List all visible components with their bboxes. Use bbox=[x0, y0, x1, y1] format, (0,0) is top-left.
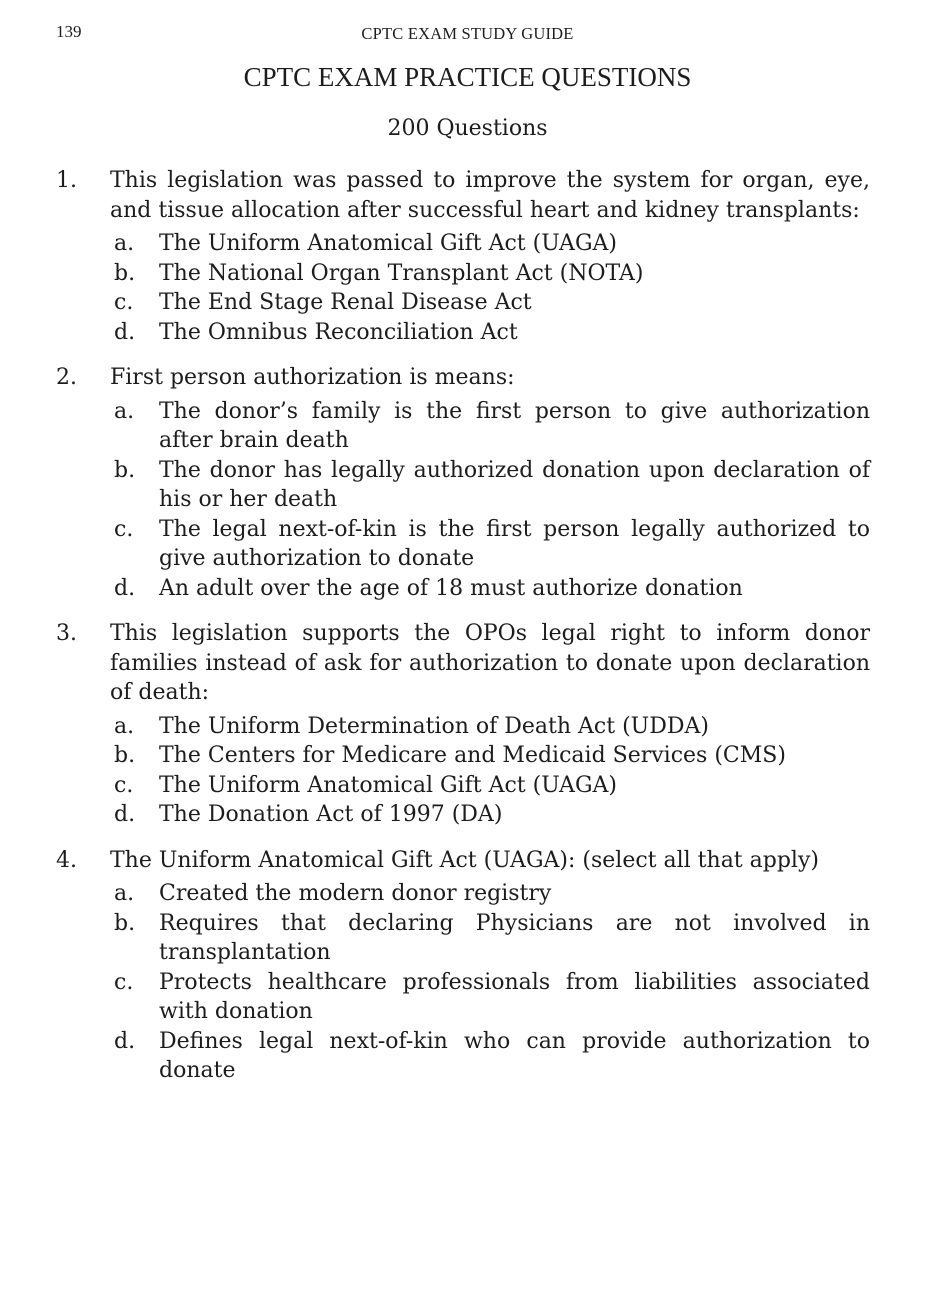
option-letter: d. bbox=[114, 1028, 136, 1054]
option-d bbox=[110, 574, 870, 604]
option-text: The Uniform Anatomical Gift Act (UAGA) bbox=[159, 772, 617, 798]
question-text: This legislation was passed to improve the system for organ, eye, and tissue allocation after successful heart and kidney transplants: bbox=[110, 168, 870, 223]
option-c bbox=[110, 771, 870, 801]
question-number: 2. bbox=[56, 365, 77, 390]
option-letter: a. bbox=[114, 231, 135, 256]
option-letter: b. bbox=[114, 457, 136, 483]
option-letter: b. bbox=[114, 743, 136, 768]
option-letter: a. bbox=[114, 398, 135, 424]
option-c bbox=[110, 968, 870, 1027]
option-text: The End Stage Renal Disease Act bbox=[159, 290, 532, 315]
option-letter: c. bbox=[114, 772, 134, 798]
question-number: 3. bbox=[56, 621, 77, 646]
option-letter: a. bbox=[114, 881, 135, 906]
option-d bbox=[110, 800, 870, 830]
option-letter: d. bbox=[114, 319, 136, 345]
option-text: Protects healthcare professionals from liabilities associated with donation bbox=[159, 969, 870, 1024]
option-list bbox=[110, 879, 870, 1086]
option-text: The legal next-of-kin is the first person legally authorized to give authorization to donate bbox=[159, 516, 870, 571]
option-d bbox=[110, 318, 870, 348]
question-list bbox=[56, 166, 870, 1102]
option-a bbox=[110, 879, 870, 909]
option-letter: c. bbox=[114, 969, 134, 995]
page-title: CPTC EXAM PRACTICE QUESTIONS bbox=[243, 62, 692, 92]
option-b bbox=[110, 456, 870, 515]
option-c bbox=[110, 515, 870, 574]
option-list bbox=[110, 712, 870, 830]
question-4 bbox=[56, 846, 870, 1086]
option-text: The Omnibus Reconciliation Act bbox=[159, 319, 518, 345]
option-text: The Donation Act of 1997 (DA) bbox=[159, 802, 503, 827]
question-text: First person authorization is means: bbox=[110, 365, 515, 390]
option-letter: a. bbox=[114, 713, 135, 739]
running-header: CPTC EXAM STUDY GUIDE bbox=[361, 24, 574, 43]
page-subtitle: 200 Questions bbox=[387, 116, 548, 141]
option-text: An adult over the age of 18 must authorize donation bbox=[159, 575, 743, 601]
option-letter: d. bbox=[114, 802, 136, 827]
option-list bbox=[110, 397, 870, 604]
option-letter: c. bbox=[114, 290, 134, 315]
question-text: This legislation supports the OPOs legal right to inform donor families instead of ask for authorization to donate upon declaration of death: bbox=[110, 621, 870, 705]
option-letter: c. bbox=[114, 516, 134, 542]
option-text: Requires that declaring Physicians are not involved in transplantation bbox=[159, 910, 870, 965]
option-letter: d. bbox=[114, 575, 136, 601]
question-3 bbox=[56, 619, 870, 830]
question-number: 1. bbox=[56, 168, 77, 193]
option-text: The Uniform Anatomical Gift Act (UAGA) bbox=[159, 231, 617, 256]
option-b bbox=[110, 909, 870, 968]
option-b bbox=[110, 259, 870, 289]
option-text: Defines legal next-of-kin who can provide authorization to donate bbox=[159, 1028, 870, 1083]
option-a bbox=[110, 712, 870, 742]
option-text: Created the modern donor registry bbox=[159, 881, 552, 906]
option-c bbox=[110, 288, 870, 318]
option-a bbox=[110, 397, 870, 456]
option-b bbox=[110, 741, 870, 771]
option-d bbox=[110, 1027, 870, 1086]
option-text: The donor’s family is the first person to give authorization after brain death bbox=[159, 398, 870, 453]
option-text: The National Organ Transplant Act (NOTA) bbox=[159, 260, 644, 286]
question-text: The Uniform Anatomical Gift Act (UAGA): (select all that apply) bbox=[110, 847, 819, 873]
option-text: The Centers for Medicare and Medicaid Services (CMS) bbox=[159, 743, 786, 768]
question-number: 4. bbox=[56, 847, 77, 873]
option-text: The donor has legally authorized donation upon declaration of his or her death bbox=[159, 457, 870, 512]
option-list bbox=[110, 229, 870, 347]
page-number: 139 bbox=[56, 22, 82, 41]
option-text: The Uniform Determination of Death Act (UDDA) bbox=[159, 713, 709, 739]
option-a bbox=[110, 229, 870, 259]
question-1 bbox=[56, 166, 870, 347]
option-letter: b. bbox=[114, 260, 136, 286]
option-letter: b. bbox=[114, 910, 136, 936]
question-2 bbox=[56, 363, 870, 603]
